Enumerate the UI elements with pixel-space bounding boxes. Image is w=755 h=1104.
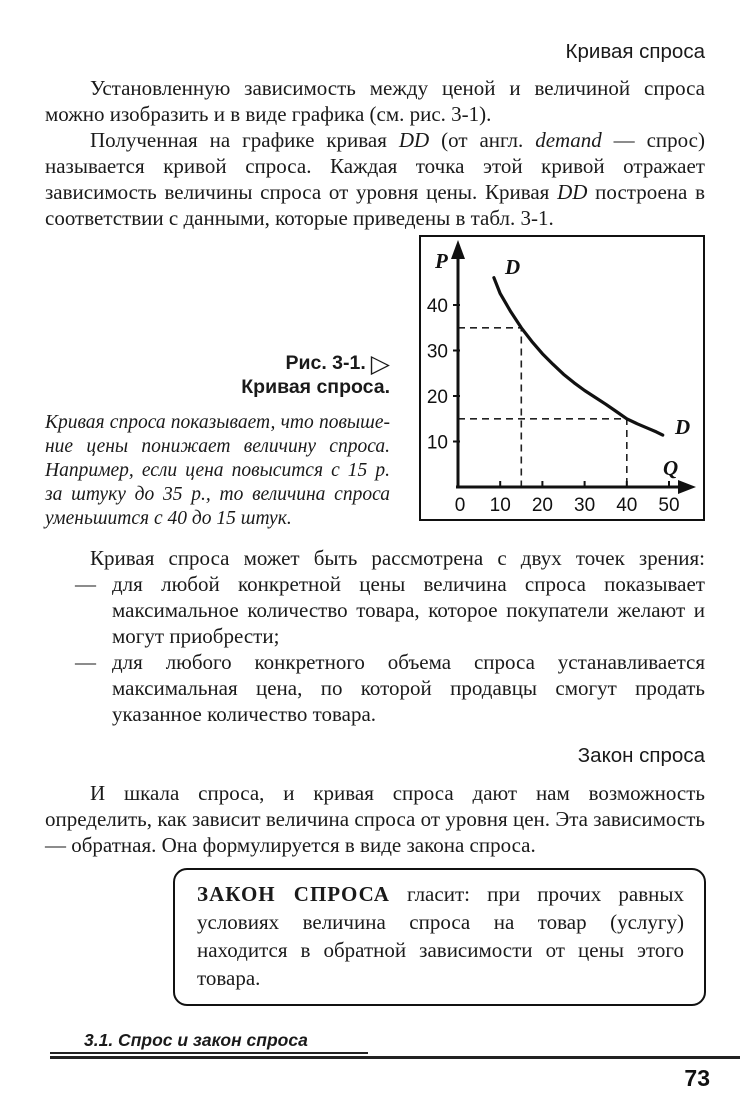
running-head: Кривая спроса xyxy=(565,40,705,63)
text-run: — спрос) называется кривой спроса. Каждая точка этой кривой отражает зависимость величины спроса от уровня цены. Кривая xyxy=(45,128,705,204)
y-tick-label: 10 xyxy=(426,432,448,454)
law-definition-text xyxy=(197,880,684,992)
bullet-item-text: для любого конкретного объема спроса устанавливается максимальная цена, по которой продавцы смогут продать указанное количество товара. xyxy=(112,650,705,726)
x-tick-label: 20 xyxy=(531,495,553,516)
guide-line xyxy=(458,328,521,487)
list-item xyxy=(45,649,705,727)
figure-3-1 xyxy=(45,235,705,531)
guide-line xyxy=(458,419,627,487)
figure-caption-title: Кривая спроса. xyxy=(241,376,390,398)
figure-caption-body: Кривая спроса показывает, что повышение цены понижает величину спроса. Например, если цена повысится с 15 р. за штуку до 35 р., то величина спроса уменьшится с 40 до 15 штук. xyxy=(45,412,390,529)
x-tick-label: 40 xyxy=(616,495,638,516)
law-term: ЗАКОН СПРОСА xyxy=(197,882,390,906)
figure-pointer-icon: ▷ xyxy=(370,350,390,378)
curve-label-bottom: D xyxy=(675,415,691,439)
footer-title-underline xyxy=(50,1030,368,1054)
x-tick-label: 30 xyxy=(574,495,596,516)
y-axis-label: P xyxy=(435,249,448,273)
x-tick-label: 50 xyxy=(658,495,680,516)
page-number: 73 xyxy=(684,1065,710,1091)
law-definition-box xyxy=(173,868,706,1006)
y-tick-label: 20 xyxy=(426,387,448,408)
paragraph-law-intro: И шкала спроса, и кривая спроса дают нам возможность определить, как зависит величина спроса от уровня цен. Эта зависимость — обратная. Она формулируется в виде закона спроса. xyxy=(45,781,705,857)
demand-curve-chart xyxy=(421,237,703,519)
term-dd: DD xyxy=(557,180,588,204)
footer-rule xyxy=(50,1056,740,1059)
text-run: Полученная на графике кривая xyxy=(90,128,399,152)
term-demand: demand xyxy=(535,128,602,152)
bullet-dash: — xyxy=(75,572,96,596)
figure-frame xyxy=(419,235,705,521)
bullet-item-text: для любой конкретной цены величина спроса показывает максимальное количество товара, которое покупатели желают и могут приобрести; xyxy=(112,572,705,648)
term-dd: DD xyxy=(398,128,430,152)
page-footer xyxy=(50,1030,740,1092)
y-tick-label: 40 xyxy=(426,296,448,317)
list-item xyxy=(45,571,705,649)
curve-label-top: D xyxy=(505,255,521,279)
x-axis-arrow xyxy=(678,480,696,494)
section-heading-law-of-demand: Закон спроса xyxy=(577,744,705,767)
text-run: (от англ. xyxy=(429,128,536,152)
figure-caption xyxy=(45,235,390,531)
x-tick-label: 10 xyxy=(489,495,511,516)
paragraph-intro: Установленную зависимость между ценой и величиной спроса можно изобразить и в виде графика (см. рис. 3-1). xyxy=(45,76,705,126)
paragraph-two-viewpoints-lead: Кривая спроса может быть рассмотрена с двух точек зрения: xyxy=(90,546,705,570)
paragraph-curve-definition xyxy=(45,127,705,231)
footer-section-title: 3.1. Спрос и закон спроса xyxy=(84,1030,308,1050)
x-axis-label: Q xyxy=(663,456,679,480)
figure-number: Рис. 3-1. xyxy=(285,352,366,374)
bullet-dash: — xyxy=(75,650,96,674)
figure-caption-label xyxy=(45,350,390,378)
text-run: построена в соответствии с данными, которые приведены в табл. 3-1. xyxy=(45,180,705,230)
y-tick-label: 30 xyxy=(426,341,448,363)
x-tick-label: 0 xyxy=(454,495,466,516)
text-run: гласит: при прочих равных условиях величина спроса на товар (услугу) находится в обратной зависимости от цены этого товара. xyxy=(197,882,684,990)
y-axis-arrow xyxy=(451,240,465,259)
demand-curve xyxy=(494,278,663,435)
